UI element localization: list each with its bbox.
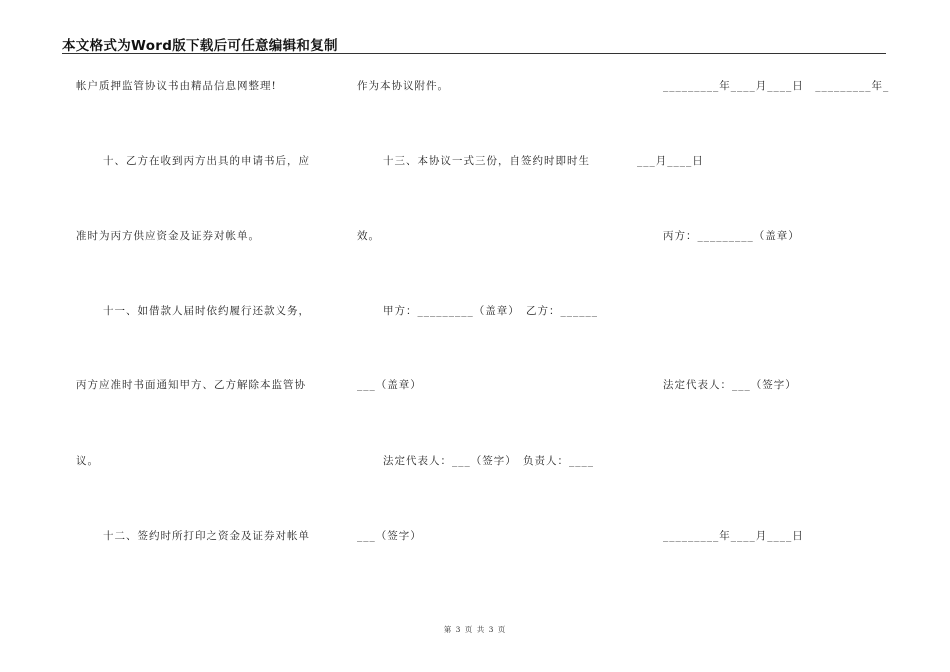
col2-line-1: 作为本协议附件。	[357, 80, 449, 92]
col2-line-3: 效。	[357, 230, 380, 242]
col1-line-5: 丙方应准时书面通知甲方、乙方解除本监管协	[76, 379, 306, 391]
page-header	[62, 33, 886, 54]
col2-line-2: 十三、本协议一式三份，自签约时即时生	[383, 155, 590, 167]
col3-line-1: _________年____月____日 _________年_	[663, 80, 890, 92]
col1-line-6: 议。	[76, 455, 99, 467]
header-title: 本文格式为Word版下载后可任意编辑和复制	[62, 38, 338, 54]
col1-line-3: 准时为丙方供应资金及证券对帐单。	[76, 230, 260, 242]
col3-line-4: 法定代表人：___（签字）	[663, 379, 797, 391]
col2-line-4: 甲方：_________（盖章） 乙方：______	[383, 305, 598, 317]
col3-line-5: _________年____月____日	[663, 530, 804, 542]
col1-line-4: 十一、如借款人届时依约履行还款义务，	[103, 305, 310, 317]
page-footer: 第 3 页 共 3 页	[443, 625, 507, 634]
col1-line-2: 十、乙方在收到丙方出具的申请书后，应	[103, 155, 310, 167]
col2-line-5: ___（盖章）	[357, 379, 422, 391]
col2-line-6: 法定代表人：___（签字） 负责人：____	[383, 455, 594, 467]
col3-line-3: 丙方：_________（盖章）	[663, 230, 800, 242]
col1-line-1: 帐户质押监管协议书由精品信息网整理!	[76, 80, 277, 92]
col1-line-7: 十二、签约时所打印之资金及证券对帐单	[103, 530, 310, 542]
col2-line-7: ___（签字）	[357, 530, 422, 542]
col3-line-2: ___月____日	[637, 155, 704, 167]
